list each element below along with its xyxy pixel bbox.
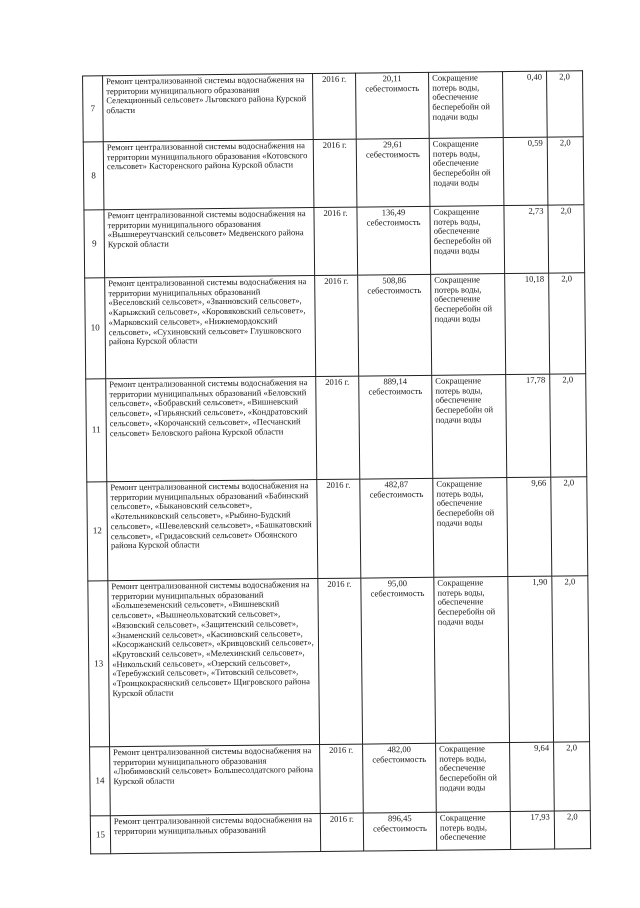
row-number: 10 (85, 278, 106, 379)
payback-cell: 2,0 (552, 576, 590, 742)
cost-source: себестоимость (372, 753, 427, 765)
payback-cell: 2,0 (549, 273, 586, 374)
measure-description: Ремонт централизованной системы водоснабжения на территории муниципальных образований «Беловский сельсовет», «Бобравский сельсовет», «Вишневский сельсовет», «Гирьянский сельсовет», «Кондратовский сельсовет», «Корочанский сельсовет», «Песчанский сельсовет» Беловского района Курской области (106, 377, 317, 482)
cost-value: 95,00 (387, 578, 408, 589)
year-cell: 2016 г. (314, 207, 358, 275)
payback-cell: 2,0 (547, 71, 584, 137)
row-number: 14 (90, 747, 111, 816)
year-cell: 2016 г. (318, 578, 363, 744)
cost-source: себестоимость (370, 587, 425, 599)
cost-cell (358, 274, 432, 376)
result-cell: Сокращение потерь воды, обеспечение бесперебойн ой подачи воды (431, 274, 506, 376)
cost-cell (359, 375, 433, 479)
year-cell: 2016 г. (313, 73, 357, 139)
result-cell: Сокращение потерь воды, обеспечение бесперебойн ой подачи воды (429, 72, 504, 139)
cost-value: 482,87 (384, 479, 409, 490)
cost-cell (357, 206, 431, 275)
cost-source: себестоимость (368, 385, 423, 397)
payback-cell: 2,0 (550, 374, 587, 477)
effect-cell: 9,64 (510, 742, 555, 811)
effect-cell: 0,40 (503, 71, 548, 137)
year-cell: 2016 г. (316, 376, 360, 479)
cost-value: 482,00 (387, 744, 411, 755)
payback-cell: 2,0 (551, 477, 588, 576)
row-number: 13 (88, 581, 110, 747)
result-cell: Сокращение потерь воды, обеспечение бесперебойн ой подачи воды (430, 206, 505, 275)
row-number: 15 (90, 816, 110, 854)
year-cell: 2016 г. (320, 813, 363, 851)
table-row (90, 742, 591, 816)
result-cell: Сокращение потерь воды, обеспечение бесперебойн ой подачи воды (433, 478, 508, 578)
cost-cell (361, 577, 436, 744)
measure-description: Ремонт централизованной системы водоснабжения на территории муниципального образования «Вышнереутчанский сельсовет» Медвенского района Курской области (104, 208, 315, 278)
cost-source: себестоимость (369, 488, 424, 500)
payback-cell: 2,0 (554, 742, 591, 811)
table-row (90, 811, 590, 854)
cost-cell (363, 743, 437, 813)
year-cell: 2016 г. (313, 139, 357, 207)
table-row (85, 273, 586, 379)
measure-description: Ремонт централизованной системы водоснабжения на территории муниципальных образований «Бабинский сельсовет», «Быкановский сельсовет», «Котельниковский сельсовет», «Рыбино-Будский сельсовет», «Шевелевский сельсовет», «Башкатовский сельсовет», «Гридасовский сельсовет» Обоянского района Курской области (107, 480, 318, 581)
effect-cell: 17,93 (510, 811, 554, 849)
effect-cell: 1,90 (508, 576, 554, 742)
row-number: 8 (83, 142, 104, 210)
table-row (87, 477, 588, 581)
effect-cell: 0,59 (503, 137, 548, 205)
measure-description: Ремонт централизованной системы водоснабжения на территории муниципальных образований «Веселовский сельсовет», «Званновский сельсовет», «Карыжский сельсовет», «Коровяковский сельсовет», «Марковский сельсовет», «Нижнемордокский сельсовет», «Сухиновский сельсовет» Глушковского района Курской области (105, 276, 316, 379)
cost-value: 20,11 (382, 73, 402, 84)
effect-cell: 9,66 (507, 477, 552, 576)
table-row (86, 374, 587, 482)
cost-source: себестоимость (367, 284, 422, 296)
row-number: 12 (87, 482, 108, 581)
cost-cell (356, 138, 430, 207)
cost-value: 508,86 (382, 275, 407, 286)
cost-source: себестоимость (365, 148, 420, 160)
cost-cell (360, 478, 434, 578)
table-row (83, 137, 584, 210)
cost-value: 896,45 (387, 813, 412, 824)
result-cell: Сокращение потерь воды, обеспечение бесперебойн ой подачи воды (436, 743, 511, 813)
result-cell: Сокращение потерь воды, обеспечение бесперебойн ой подачи воды (434, 577, 510, 744)
table-row (88, 576, 590, 747)
payback-cell: 2,0 (548, 205, 585, 273)
row-number: 9 (84, 210, 105, 278)
payback-cell: 2,0 (554, 811, 590, 849)
measures-table (82, 70, 591, 854)
measure-description: Ремонт централизованной системы водоснабжения на территории муниципального образования «Любимовский сельсовет» Большесолдатского района Курской области (110, 745, 321, 816)
cost-source: себестоимость (372, 822, 427, 834)
measure-description: Ремонт централизованной системы водоснабжения на территории муниципального образования Селекционный сельсовет» Льговского района Курской области (103, 74, 314, 142)
year-cell: 2016 г. (315, 275, 359, 376)
effect-cell: 10,18 (505, 273, 550, 374)
table-row (84, 205, 585, 278)
measure-description: Ремонт централизованной системы водоснабжения на территории муниципальных образований (110, 814, 320, 854)
measure-description: Ремонт централизованной системы водоснабжения на территории муниципальных образований «Большеземенский сельсовет», «Вишневский сельсовет», «Вышнеольховатский сельсовет», «Вязовский сельсовет», «Защитенский сельсовет», «Знаменский сельсовет», «Касиновский сельсовет», «Косоржанский сельсовет», «Кривцовский сельсовет», «Крутовский сельсовет», «Мелехинский сельсовет», «Никольский сельсовет», «Озерский сельсовет», «Теребужский сельсовет», «Титовский сельсовет», «Троицкокрасянский сельсовет» Щигровского района Курской области (108, 579, 320, 747)
row-number: 11 (86, 379, 107, 482)
year-cell: 2016 г. (320, 744, 364, 813)
effect-cell: 17,78 (506, 374, 551, 477)
row-number: 7 (83, 76, 104, 142)
result-cell: Сокращение потерь воды, обеспечение (436, 812, 510, 851)
cost-value: 29,61 (383, 139, 403, 150)
cost-source: себестоимость (365, 82, 420, 94)
result-cell: Сокращение потерь воды, обеспечение бесперебойн ой подачи воды (432, 375, 507, 479)
payback-cell: 2,0 (547, 137, 584, 205)
table-row (83, 71, 584, 142)
result-cell: Сокращение потерь воды, обеспечение бесперебойн ой подачи воды (429, 138, 504, 207)
year-cell: 2016 г. (317, 479, 361, 578)
cost-cell (363, 812, 436, 851)
cost-value: 889,14 (383, 376, 408, 387)
cost-value: 136,49 (381, 207, 406, 218)
effect-cell: 2,73 (504, 205, 549, 273)
cost-cell (356, 72, 430, 139)
measure-description: Ремонт централизованной системы водоснабжения на территории муниципального образования «Котовского сельсовет» Касторенского района Курской области (103, 140, 314, 210)
cost-source: себестоимость (366, 216, 421, 228)
